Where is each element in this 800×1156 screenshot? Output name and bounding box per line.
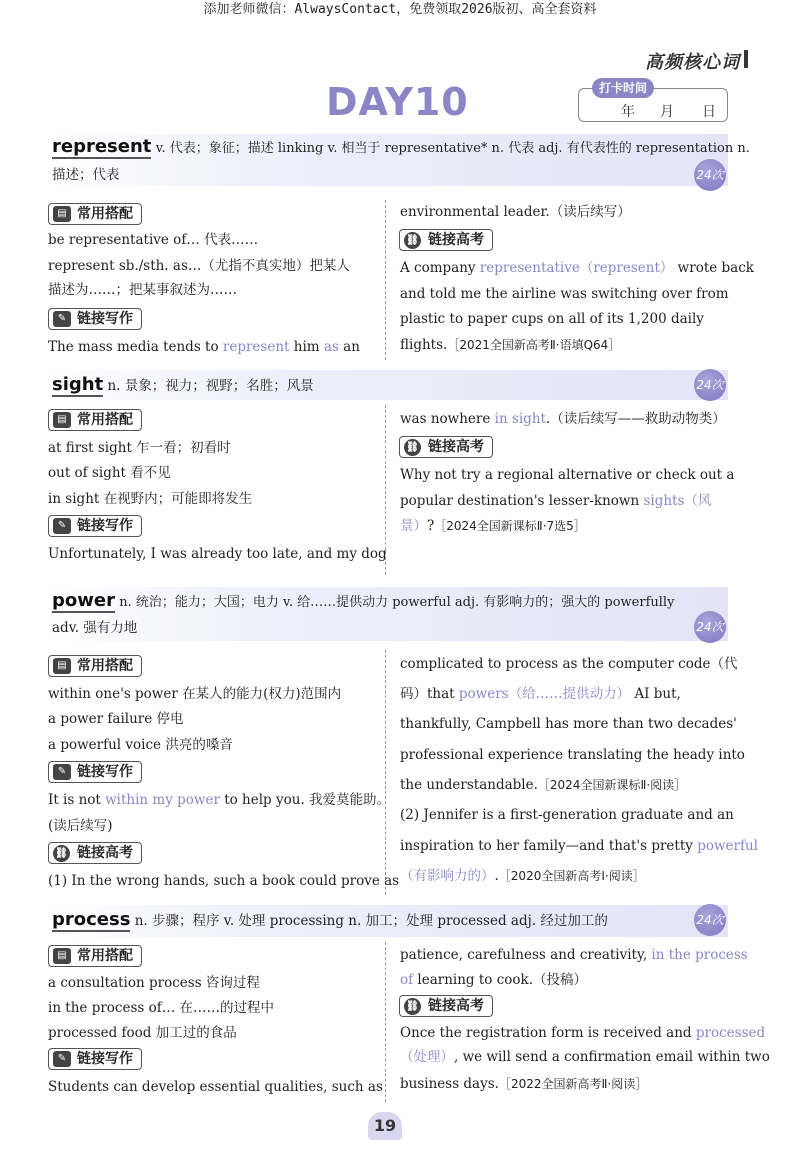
exam-label: ⛓ 链接高考 xyxy=(399,995,493,1017)
section-title: 高频核心词 xyxy=(645,52,740,73)
column-divider xyxy=(385,650,386,895)
link-icon: ⛓ xyxy=(53,845,70,862)
book-icon: ▤ xyxy=(53,206,71,222)
exam-example: 景）?［2024全国新课标Ⅱ·7选5］ xyxy=(400,518,586,534)
exam-label: ⛓ 链接高考 xyxy=(48,842,142,864)
notebook-icon: ✎ xyxy=(53,518,71,534)
writing-label: ✎ 链接写作 xyxy=(48,308,142,330)
collocation-item: in sight 在视野内；可能即将发生 xyxy=(48,491,253,507)
exam-example: (2) Jennifer is a first-generation graduate and an xyxy=(400,807,734,823)
frequency-badge: 24次 xyxy=(694,159,726,191)
month-label: 月 xyxy=(660,104,674,120)
exam-example: Once the registration form is received and processed xyxy=(400,1025,766,1041)
collocation-item: out of sight 看不见 xyxy=(48,465,171,481)
collocation-item: at first sight 乍一看；初看时 xyxy=(48,440,231,456)
definition-text: n. 景象；视力；视野；名胜；风景 xyxy=(107,378,314,394)
exam-example: inspiration to her family—and that's pretty powerful xyxy=(400,838,758,854)
writing-example: (读后续写) xyxy=(48,818,113,834)
day-label: 日 xyxy=(702,104,716,120)
entry-definition xyxy=(52,134,750,162)
column-divider xyxy=(385,200,386,360)
writing-label: ✎ 链接写作 xyxy=(48,1048,142,1070)
writing-example: The mass media tends to represent him as an xyxy=(48,339,360,355)
exam-example: 码）that powers（给……提供动力） AI but, xyxy=(400,686,681,702)
exam-example: (1) In the wrong hands, such a book could prove as xyxy=(48,873,400,889)
writing-example: Students can develop essential qualities, such as xyxy=(48,1079,383,1095)
exam-example: thankfully, Campbell has more than two decades' xyxy=(400,716,737,732)
exam-source: ［2021全国新高考Ⅱ·语填Q64］ xyxy=(447,338,621,352)
exam-example: complicated to process as the computer code（代 xyxy=(400,656,738,672)
link-icon: ⛓ xyxy=(404,439,421,456)
collocation-item: within one's power 在某人的能力(权力)范围内 xyxy=(48,686,342,702)
collocation-item: a power failure 停电 xyxy=(48,711,184,727)
frequency-badge: 24次 xyxy=(694,369,726,401)
definition-text: n. 步骤；程序 v. 处理 processing n. 加工；处理 processed adj. 经过加工的 xyxy=(134,913,608,929)
writing-label: ✎ 链接写作 xyxy=(48,761,142,783)
definition-text: n. 统治；能力；大国；电力 v. 给……提供动力 powerful adj. 有影响力的；强大的 powerfully xyxy=(119,595,675,610)
column-divider xyxy=(385,942,386,1102)
writing-example-cont: of learning to cook.（投稿） xyxy=(400,972,587,988)
collocation-item: represent sb./sth. as…（尤指不真实地）把某人 xyxy=(48,258,350,274)
link-icon: ⛓ xyxy=(404,998,421,1015)
collocation-item: a consultation process 咨询过程 xyxy=(48,975,260,991)
exam-example: professional experience translating the heady into xyxy=(400,747,745,763)
definition-text-cont: adv. 强有力地 xyxy=(52,620,138,636)
year-label: 年 xyxy=(621,104,635,120)
exam-source: ［2024全国新课标Ⅱ·7选5］ xyxy=(434,519,586,533)
headword: process xyxy=(52,909,131,930)
collocation-item: in the process of… 在……的过程中 xyxy=(48,1000,275,1016)
writing-example-cont: patience, carefulness and creativity, in the process xyxy=(400,947,748,963)
frequency-badge: 24次 xyxy=(694,611,726,643)
exam-example: and told me the airline was switching over from xyxy=(400,286,729,302)
collocation-label: ▤ 常用搭配 xyxy=(48,409,142,431)
notebook-icon: ✎ xyxy=(53,1051,71,1067)
notebook-icon: ✎ xyxy=(53,311,71,327)
book-icon: ▤ xyxy=(53,948,71,964)
book-icon: ▤ xyxy=(53,412,71,428)
checkin-label: 打卡时间 xyxy=(592,78,654,98)
headword: represent xyxy=(52,136,152,157)
exam-source: ［2020全国新高考Ⅰ·阅读］ xyxy=(498,869,645,883)
entry-definition xyxy=(52,588,674,616)
exam-source: ［2024全国新课标Ⅱ·阅读］ xyxy=(537,778,687,792)
notebook-icon: ✎ xyxy=(53,764,71,780)
definition-text-cont: 描述；代表 xyxy=(52,167,120,183)
day-title: DAY10 xyxy=(326,80,469,124)
exam-example: business days.［2022全国新高考Ⅱ·阅读］ xyxy=(400,1076,648,1092)
writing-example-cont: environmental leader.（读后续写） xyxy=(400,204,631,220)
collocation-item: 描述为……；把某事叙述为…… xyxy=(48,282,237,298)
writing-example: Unfortunately, I was already too late, and my dog xyxy=(48,546,387,562)
exam-example: flights.［2021全国新高考Ⅱ·语填Q64］ xyxy=(400,337,621,353)
writing-example: It is not within my power to help you. 我爱莫能助。 xyxy=(48,792,391,808)
writing-example-cont: was nowhere in sight.（读后续写——救助动物类） xyxy=(400,411,726,427)
collocation-item: processed food 加工过的食品 xyxy=(48,1025,237,1041)
frequency-badge: 24次 xyxy=(694,904,726,936)
headword: power xyxy=(52,590,115,611)
book-icon: ▤ xyxy=(53,658,71,674)
entry-definition xyxy=(52,372,314,399)
section-title-bar xyxy=(744,50,748,68)
collocation-label: ▤ 常用搭配 xyxy=(48,945,142,967)
exam-example: （有影响力的）.［2020全国新高考Ⅰ·阅读］ xyxy=(400,868,645,884)
exam-example: （处理）, we will send a confirmation email within two xyxy=(400,1049,770,1065)
exam-example: plastic to paper cups on all of its 1,200 daily xyxy=(400,311,704,327)
exam-label: ⛓ 链接高考 xyxy=(399,436,493,458)
collocation-label: ▤ 常用搭配 xyxy=(48,655,142,677)
collocation-label: ▤ 常用搭配 xyxy=(48,203,142,225)
entry-definition xyxy=(52,907,608,934)
watermark-banner: 添加老师微信：AlwaysContact，免费领取2026版初、高全套资料 xyxy=(203,2,597,17)
writing-label: ✎ 链接写作 xyxy=(48,515,142,537)
link-icon: ⛓ xyxy=(404,232,421,249)
exam-source: ［2022全国新高考Ⅱ·阅读］ xyxy=(498,1077,648,1091)
collocation-item: be representative of… 代表…… xyxy=(48,232,259,248)
exam-label: ⛓ 链接高考 xyxy=(399,229,493,251)
page-number: 19 xyxy=(368,1112,402,1140)
exam-example: the understandable.［2024全国新课标Ⅱ·阅读］ xyxy=(400,777,687,793)
collocation-item: a powerful voice 洪亮的嗓音 xyxy=(48,737,233,753)
exam-example: popular destination's lesser-known sights（风 xyxy=(400,493,712,509)
definition-text: v. 代表；象征；描述 linking v. 相当于 representative* n. 代表 adj. 有代表性的 representation n. xyxy=(155,141,750,156)
exam-example: A company representative（represent） wrote back xyxy=(400,260,754,276)
headword: sight xyxy=(52,374,104,395)
exam-example: Why not try a regional alternative or check out a xyxy=(400,467,735,483)
